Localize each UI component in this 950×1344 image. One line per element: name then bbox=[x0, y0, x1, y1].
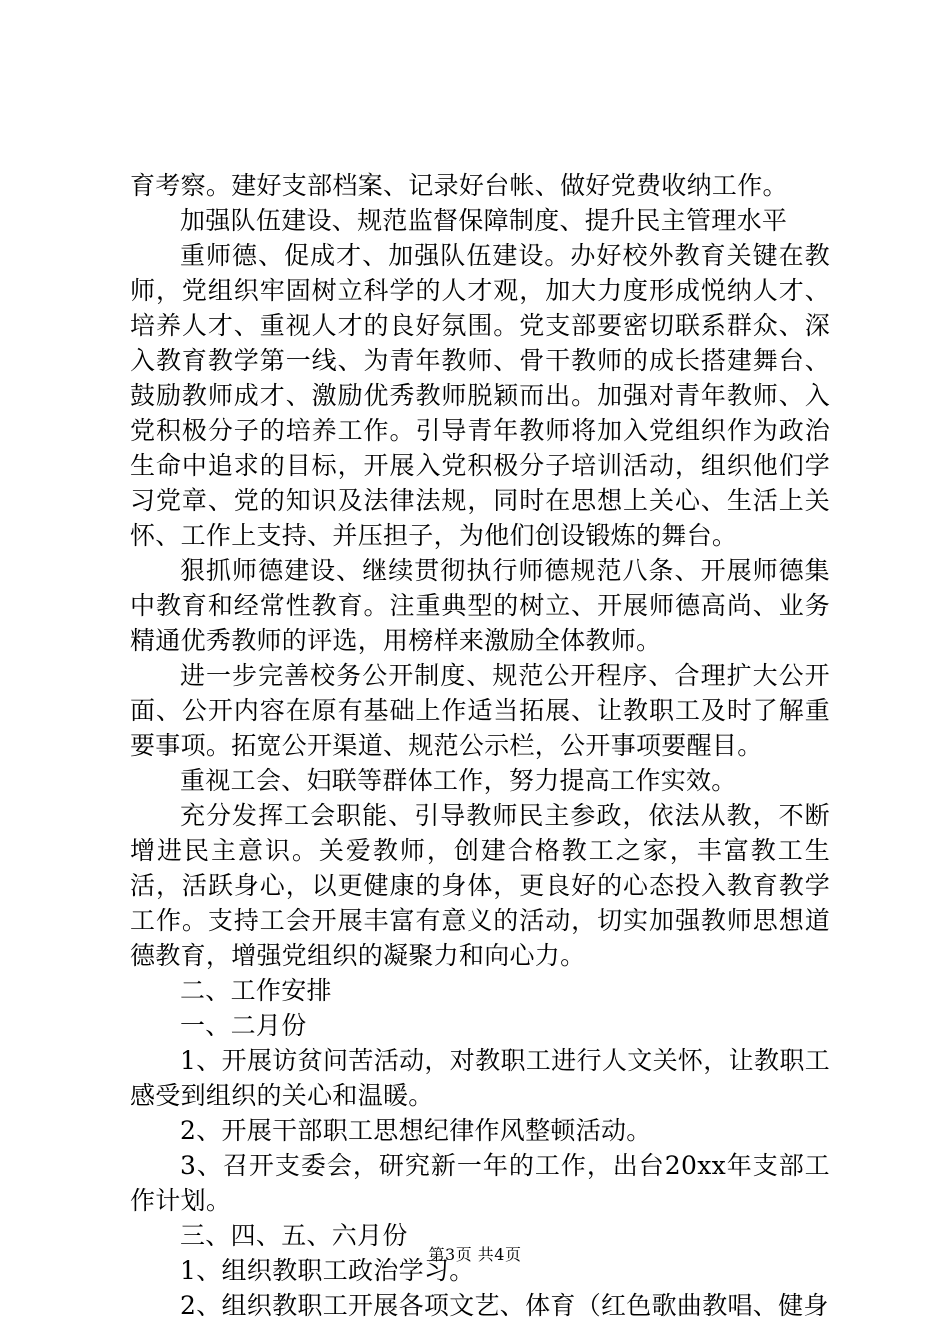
paragraph: 重师德、促成才、加强队伍建设。办好校外教育关键在教师，党组织牢固树立科学的人才观，加大力度形成悦纳人才、培养人才、重视人才的良好氛围。党支部要密切联系群众、深入教育教学第一线、为青年教师、骨干教师的成长搭建舞台、鼓励教师成才、激励优秀教师脱颖而出。加强对青年教师、入党积极分子的培养工作。引导青年教师将加入党组织作为政治生命中追求的目标，开展入党积极分子培训活动，组织他们学习党章、党的知识及法律法规，同时在思想上关心、生活上关怀、工作上支持、并压担子，为他们创设锻炼的舞台。 bbox=[130, 241, 830, 550]
section-heading: 二、工作安排 bbox=[180, 976, 332, 1005]
paragraph: 育考察。建好支部档案、记录好台帐、做好党费收纳工作。 bbox=[130, 171, 788, 200]
document-body bbox=[130, 168, 830, 1323]
list-item: 2、组织教职工开展各项文艺、体育（红色歌曲教唱、健身 bbox=[180, 1291, 829, 1320]
list-item: 1、开展访贫问苦活动，对教职工进行人文关怀，让教职工感受到组织的关心和温暖。 bbox=[130, 1046, 830, 1110]
section-heading: 一、二月份 bbox=[180, 1011, 307, 1040]
paragraph: 充分发挥工会职能、引导教师民主参政，依法从教，不断增进民主意识。关爱教师，创建合格教工之家，丰富教工生活，活跃身心，以更健康的身体，更良好的心态投入教育教学工作。支持工会开展丰富有意义的活动，切实加强教师思想道德教育，增强党组织的凝聚力和向心力。 bbox=[130, 801, 830, 970]
list-item: 2、开展干部职工思想纪律作风整顿活动。 bbox=[180, 1116, 652, 1145]
page-footer: 第3页 共4页 bbox=[428, 1245, 522, 1264]
list-item: 1、组织教职工政治学习。 bbox=[180, 1256, 475, 1285]
section-heading: 重视工会、妇联等群体工作，努力提高工作实效。 bbox=[180, 766, 737, 795]
paragraph: 狠抓师德建设、继续贯彻执行师德规范八条、开展师德集中教育和经常性教育。注重典型的树立、开展师德高尚、业务精通优秀教师的评选，用榜样来激励全体教师。 bbox=[130, 556, 830, 655]
section-heading: 加强队伍建设、规范监督保障制度、提升民主管理水平 bbox=[180, 206, 788, 235]
list-item: 3、召开支委会，研究新一年的工作，出台20xx年支部工作计划。 bbox=[130, 1151, 830, 1215]
paragraph: 进一步完善校务公开制度、规范公开程序、合理扩大公开面、公开内容在原有基础上作适当拓展、让教职工及时了解重要事项。拓宽公开渠道、规范公示栏，公开事项要醒目。 bbox=[130, 661, 830, 760]
section-heading: 三、四、五、六月份 bbox=[180, 1221, 408, 1250]
